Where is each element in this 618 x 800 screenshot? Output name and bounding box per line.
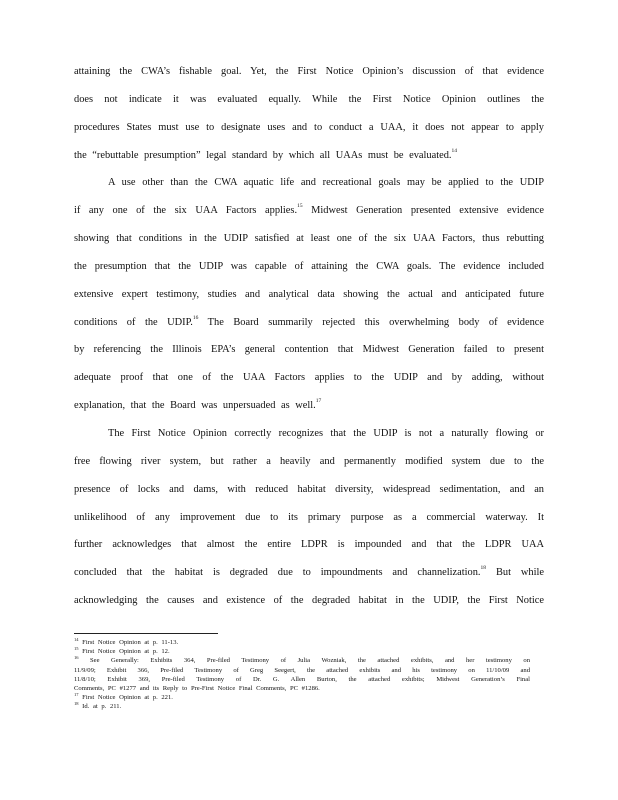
footnote [74,702,530,711]
text-line [74,452,544,480]
text-line [74,340,544,368]
line-text-continued: The Board summarily rejected this overwhelming body of evidence [198,316,544,328]
text-line [74,285,544,313]
line-text: the presumption that the UDIP was capable of attaining the CWA goals. The evidence included [74,260,544,272]
footnote-text: 11/9/09; Exhibit 366, Pre-filed Testimony of Greg Seegert, the attached exhibits and his testimony on 11/10/09 and [74,666,530,674]
line-text: showing that conditions in the UDIP satisfied at least one of the six UAA Factors, thus rebutting [74,233,544,245]
line-text: attaining the CWA’s fishable goal. Yet, the First Notice Opinion’s discussion of that evidence [74,66,544,77]
line-text: by referencing the Illinois EPA’s general contention that Midwest Generation failed to present [74,344,544,356]
line-text: unlikelihood of any improvement due to its primary purpose as a commercial waterway. It [74,511,544,523]
body-text [74,62,544,619]
line-text: further acknowledges that almost the entire LDPR is impounded and that the LDPR UAA [74,539,544,551]
text-line [74,257,544,285]
footnote-ref: 15 [297,203,303,210]
line-text: concluded that the habitat is degraded due to impoundments and channelization. [74,567,481,579]
footnote-text: See Generally: Exhibits 364, Pre-filed Testimony of Julia Wozniak, the attached exhibits, and her testimony on [90,657,530,665]
footnote-ref: 14 [451,147,458,154]
footnote-separator [74,633,218,634]
line-text: free flowing river system, but rather a heavily and permanently modified system due to the [74,455,544,467]
text-line [74,480,544,508]
text-line [74,146,544,174]
line-text: A use other than the CWA aquatic life and recreational goals may be applied to the UDIP [108,177,544,189]
text-line [74,229,544,257]
footnote [74,666,530,675]
text-line [74,424,544,452]
line-text: does not indicate it was evaluated equally. While the First Notice Opinion outlines the [74,93,544,105]
footnote [74,647,530,656]
footnote-text: First Notice Opinion at p. 221. [82,693,173,701]
text-line [74,173,544,201]
line-text-continued: But while [486,567,544,579]
footnote-number: 16 [74,655,79,661]
footnote-text: Id. at p. 211. [82,702,122,710]
line-text-continued: Midwest Generation presented extensive evidence [302,205,544,217]
text-line [74,368,544,396]
footnote-number: 15 [74,646,79,652]
line-text: presence of locks and dams, with reduced habitat diversity, widespread sedimentation, and an [74,483,544,495]
text-line [74,118,544,146]
line-text: adequate proof that one of the UAA Factors applies to the UDIP and by adding, without [74,372,544,384]
line-text: the “rebuttable presumption” legal standard by which all UAAs must be evaluated. [74,149,452,161]
text-line [74,591,544,619]
line-text: explanation, that the Board was unpersuaded as well. [74,400,316,412]
footnote [74,693,530,702]
text-line [74,396,544,424]
line-text: extensive expert testimony, studies and analytical data showing the actual and anticipated future [74,288,544,300]
text-line [74,508,544,536]
text-line [74,535,544,563]
footnotes [74,638,530,711]
footnote-text: Comments, PC #1277 and its Reply to Pre-First Notice Final Comments, PC #1286. [74,684,320,692]
line-text: if any one of the six UAA Factors applies. [74,205,298,217]
footnote-ref: 18 [480,565,487,572]
text-line [74,62,544,90]
footnote-number: 17 [74,691,79,697]
footnote [74,675,530,684]
footnote-number: 18 [74,700,79,706]
line-text: conditions of the UDIP. [74,316,193,328]
footnote-text: 11/8/10; Exhibit 369, Pre-filed Testimony of Dr. G. Allen Burton, the attached exhibits; Midwest Generation’s Final [74,675,530,683]
line-text: procedures States must use to designate uses and to conduct a UAA, it does not appear to apply [74,121,544,133]
footnote-text: First Notice Opinion at p. 11-13. [82,639,179,647]
footnote-ref: 17 [315,398,322,405]
footnote [74,656,530,665]
footnote-number: 14 [74,637,79,642]
footnote [74,684,530,693]
line-text: The First Notice Opinion correctly recognizes that the UDIP is not a naturally flowing or [108,427,544,439]
text-line [74,313,544,341]
text-line [74,201,544,229]
footnote-ref: 16 [192,314,199,321]
text-line [74,90,544,118]
footnote [74,638,530,647]
text-line [74,563,544,591]
line-text: acknowledging the causes and existence of the degraded habitat in the UDIP, the First Notice [74,595,544,607]
footnote-text: First Notice Opinion at p. 12. [82,648,170,656]
